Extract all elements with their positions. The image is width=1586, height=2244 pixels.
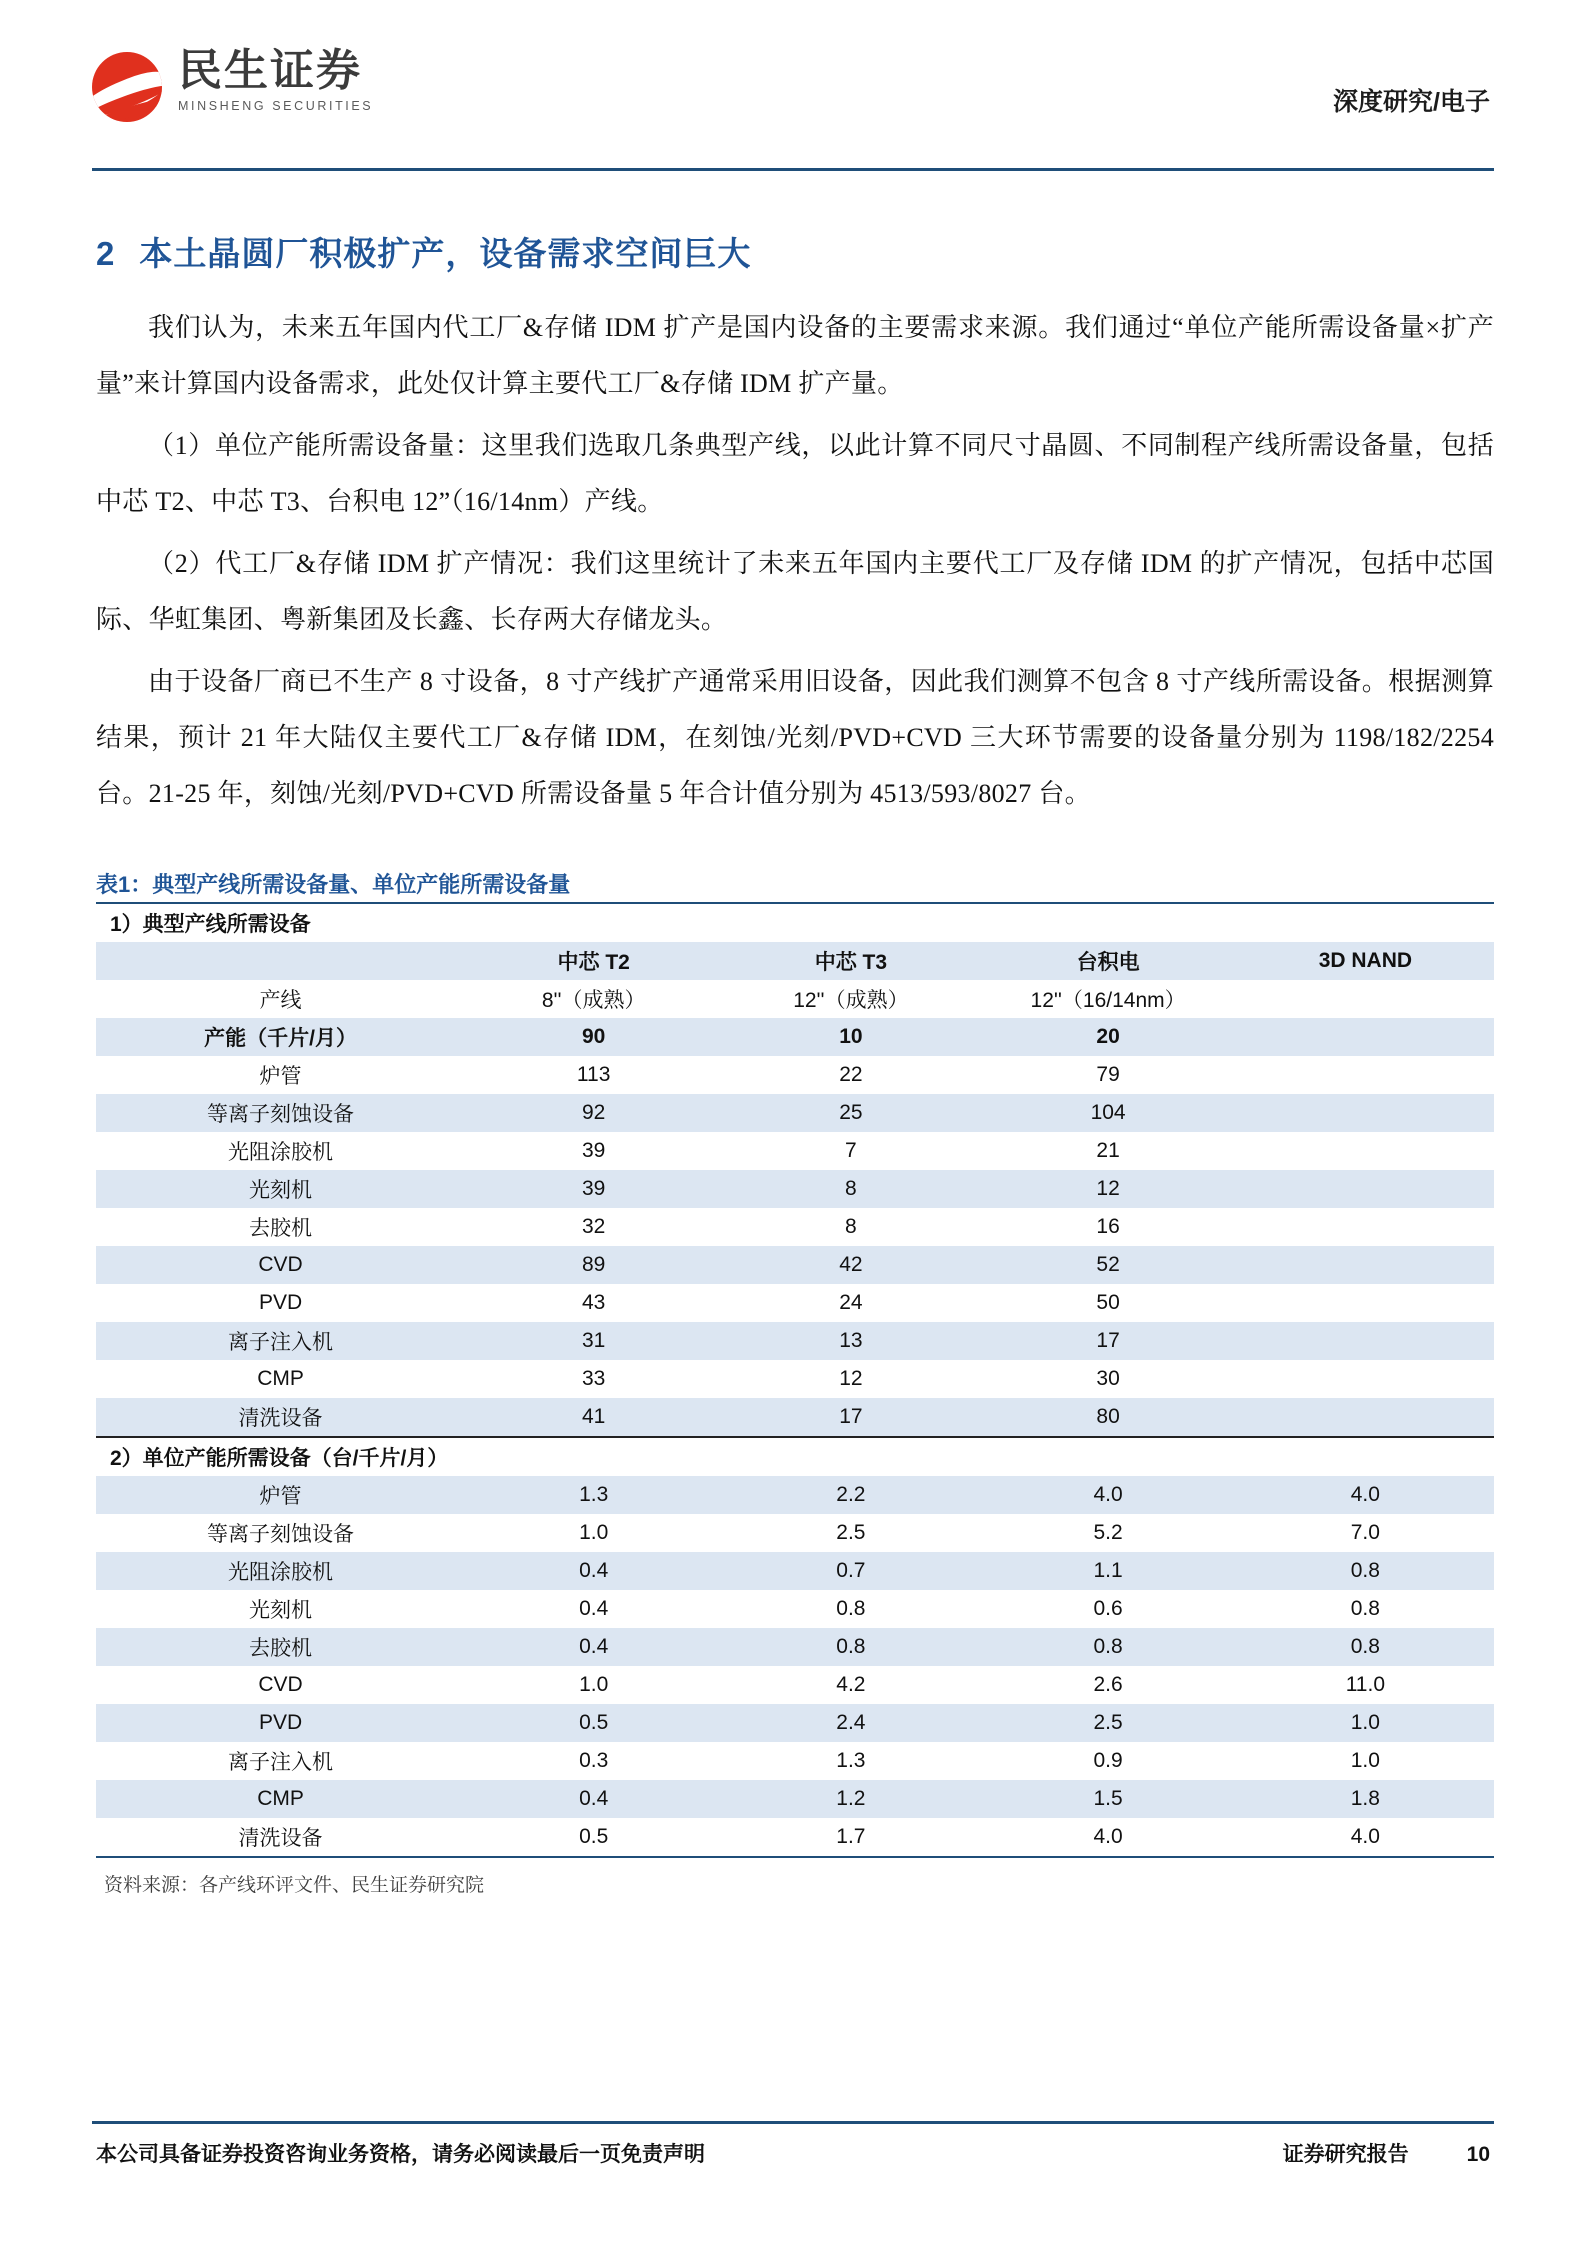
row-value: 50 [1096,1291,1120,1314]
row-label: 等离子刻蚀设备 [96,1094,465,1132]
row-value: 1.0 [579,1673,609,1696]
row-value: 0.8 [836,1597,866,1620]
row-value: 21 [1096,1139,1120,1162]
row-value: 22 [839,1063,863,1086]
row-value: 31 [465,1322,722,1360]
section1-label: 1）典型产线所需设备 [96,903,1494,942]
row-value: 5.2 [1093,1521,1123,1544]
row-value: 17 [980,1322,1237,1360]
table-row [96,1476,1494,1514]
table-row [96,1552,1494,1590]
table-row [96,1666,1494,1704]
table-row [96,1056,1494,1094]
row-value: 17 [722,1398,979,1437]
row-label: 去胶机 [249,1217,313,1240]
row-value: 12 [839,1367,863,1390]
paragraph-2: （1）单位产能所需设备量：这里我们选取几条典型产线，以此计算不同尺寸晶圆、不同制程产线所需设备量，包括中芯 T2、中芯 T3、台积电 12”（16/14nm）产线。 [96,431,1494,516]
table-source-note: 资料来源：各产线环评文件、民生证券研究院 [104,1875,485,1896]
table-row [96,1132,1494,1170]
row-label: 等离子刻蚀设备 [207,1523,355,1546]
body-content [96,300,1494,828]
subheader-value-1: 12''（成熟） [793,989,909,1012]
company-logo [92,48,373,122]
row-value: 4.0 [1237,1818,1494,1857]
row-value: 4.0 [1237,1476,1494,1514]
row-value: 2.4 [722,1704,979,1742]
row-value: 2.5 [836,1521,866,1544]
row-value: 2.2 [722,1476,979,1514]
minsheng-logo-icon [92,52,162,122]
row-label: 炉管 [96,1476,465,1514]
row-value: 11.0 [1345,1673,1386,1696]
row-value: 32 [581,1215,606,1238]
row-value: 24 [839,1291,863,1314]
table-row [96,1590,1494,1628]
row-value: 13 [722,1322,979,1360]
row-value: 52 [980,1246,1237,1284]
header-col-3: 3D NAND [1237,942,1494,980]
logo-chinese-name: 民生证券 [178,46,362,95]
table-row [96,1742,1494,1780]
row-value: 80 [980,1398,1237,1437]
table-section-label-row [96,903,1494,942]
row-value: 0.4 [579,1597,609,1620]
row-value: 2.5 [980,1704,1237,1742]
row-value: 0.4 [465,1552,722,1590]
row-value [1237,1246,1494,1284]
row-value: 12 [980,1170,1237,1208]
table-row [96,1208,1494,1246]
row-value: 0.5 [465,1704,722,1742]
row-label: 光阻涂胶机 [228,1141,334,1164]
row-value: 4.2 [836,1673,866,1696]
capacity-value-3 [1237,1018,1494,1056]
table-row [96,1284,1494,1322]
equipment-table-wrapper [96,902,1494,1858]
row-value: 2.6 [1093,1673,1123,1696]
row-value: 1.0 [1350,1749,1380,1772]
row-value: 30 [1096,1367,1120,1390]
row-value: 0.4 [465,1780,722,1818]
header-divider [92,168,1494,171]
subheader-value-3 [1237,980,1494,1018]
subheader-value-2: 12''（16/14nm） [1030,989,1186,1012]
row-value: 92 [465,1094,722,1132]
logo-english-name: MINSHENG SECURITIES [178,99,374,114]
row-value: 0.8 [980,1628,1237,1666]
row-value: 7.0 [1350,1521,1380,1544]
table-caption: 表1：典型产线所需设备量、单位产能所需设备量 [96,872,571,897]
table-row [96,1704,1494,1742]
row-value [1237,1170,1494,1208]
paragraph-1: 我们认为，未来五年国内代工厂&存储 IDM 扩产是国内设备的主要需求来源。我们通过“单位产能所需设备量×扩产量”来计算国内设备需求，此处仅计算主要代工厂&存储 IDM 扩产量。 [96,313,1494,398]
logo-text [178,48,373,113]
row-value: 0.8 [1237,1552,1494,1590]
row-value: 1.8 [1237,1780,1494,1818]
row-value: 89 [465,1246,722,1284]
paragraph-4: 由于设备厂商已不生产 8 寸设备，8 寸产线扩产通常采用旧设备，因此我们测算不包含 8 寸产线所需设备。根据测算结果，预计 21 年大陆仅主要代工厂&存储 IDM，在刻蚀/光刻/PVD+CVD 三大环节需要的设备量分别为 1198/182/2254 台。21-25 年，刻蚀/光刻/PVD+CVD 所需设备量 5 年合计值分别为 4513/593/8027 台。 [96,667,1494,808]
row-label: 清洗设备 [96,1398,465,1437]
table-row [96,1398,1494,1437]
capacity-value-1: 10 [722,1018,979,1056]
row-label: 离子注入机 [228,1751,334,1774]
capacity-value-2: 20 [980,1018,1237,1056]
row-value: 0.7 [722,1552,979,1590]
table-row [96,1170,1494,1208]
row-value: 113 [576,1063,611,1086]
row-label: 光刻机 [249,1599,313,1622]
row-label: CMP [257,1367,304,1390]
table-section-label-row [96,1437,1494,1476]
row-value: 1.3 [465,1476,722,1514]
row-value: 1.1 [980,1552,1237,1590]
section-number: 2 [96,235,116,272]
row-label: CVD [258,1673,303,1696]
table-row [96,1322,1494,1360]
equipment-table [96,902,1494,1858]
table-row [96,1818,1494,1857]
section2-label: 2）单位产能所需设备（台/千片/月） [96,1437,1494,1476]
row-value: 1.0 [579,1521,609,1544]
table-row [96,1628,1494,1666]
table-row [96,1780,1494,1818]
row-value: 41 [465,1398,722,1437]
subheader-label: 产线 [259,989,302,1012]
row-value: 0.8 [1237,1628,1494,1666]
row-value: 4.0 [980,1476,1237,1514]
row-label: 光刻机 [96,1170,465,1208]
row-label: 光阻涂胶机 [96,1552,465,1590]
row-label: PVD [96,1704,465,1742]
header-category-label: 深度研究/电子 [1333,88,1490,116]
header-col-2: 台积电 [980,942,1237,980]
row-value [1237,1322,1494,1360]
row-value: 1.3 [836,1749,866,1772]
table-header-row [96,942,1494,980]
row-value: 8 [845,1215,857,1238]
footer-divider [92,2121,1494,2124]
header-col-0: 中芯 T2 [465,942,722,980]
table-subheader-row [96,980,1494,1018]
row-value: 0.9 [1093,1749,1123,1772]
row-value: 1.5 [980,1780,1237,1818]
row-value [1237,1360,1494,1398]
footer-right-group [1283,2138,1490,2168]
paragraph-3: （2）代工厂&存储 IDM 扩产情况：我们这里统计了未来五年国内主要代工厂及存储 IDM 的扩产情况，包括中芯国际、华虹集团、粤新集团及长鑫、长存两大存储龙头。 [96,549,1494,634]
row-value: 1.7 [722,1818,979,1857]
page-number: 10 [1466,2143,1490,2166]
capacity-label: 产能（千片/月） [96,1018,465,1056]
table-body [96,903,1494,1857]
row-value: 104 [980,1094,1237,1132]
subheader-value-0: 8''（成熟） [541,989,646,1012]
row-value: 0.5 [465,1818,722,1857]
footer-disclaimer: 本公司具备证券投资咨询业务资格，请务必阅读最后一页免责声明 [96,2143,705,2166]
row-label: 离子注入机 [96,1322,465,1360]
row-value: 1.0 [1237,1704,1494,1742]
table-row [96,1246,1494,1284]
row-value [1237,1056,1494,1094]
row-value: 4.0 [980,1818,1237,1857]
section-title-text: 本土晶圆厂积极扩产，设备需求空间巨大 [139,235,752,272]
row-value: 39 [465,1170,722,1208]
row-value: 25 [722,1094,979,1132]
table-row [96,1360,1494,1398]
row-label: 炉管 [259,1065,302,1088]
capacity-row [96,1018,1494,1056]
row-value [1237,1094,1494,1132]
row-value: 0.8 [1350,1597,1380,1620]
row-value: 39 [581,1139,606,1162]
row-label: 去胶机 [96,1628,465,1666]
row-value: 16 [1096,1215,1120,1238]
page-header [0,0,1586,170]
row-value: 43 [581,1291,606,1314]
table-row [96,1514,1494,1552]
row-value: 33 [581,1367,606,1390]
page-title [96,228,751,275]
row-value: 0.6 [1093,1597,1123,1620]
row-value: 7 [845,1139,857,1162]
row-value: 42 [722,1246,979,1284]
header-col-1: 中芯 T3 [722,942,979,980]
row-value: 79 [1096,1063,1120,1086]
row-label: PVD [258,1291,303,1314]
row-label: CVD [96,1246,465,1284]
header-blank-cell [96,942,465,980]
row-value [1237,1284,1494,1322]
row-value [1237,1398,1494,1437]
row-value: 0.3 [579,1749,609,1772]
table-row [96,1094,1494,1132]
capacity-value-0: 90 [465,1018,722,1056]
row-value [1237,1208,1494,1246]
row-value: 0.8 [722,1628,979,1666]
row-label: CMP [96,1780,465,1818]
row-value [1237,1132,1494,1170]
row-value: 8 [722,1170,979,1208]
row-value: 1.2 [722,1780,979,1818]
row-value: 0.4 [465,1628,722,1666]
footer-report-label: 证券研究报告 [1282,2143,1409,2166]
row-label: 清洗设备 [96,1818,465,1857]
